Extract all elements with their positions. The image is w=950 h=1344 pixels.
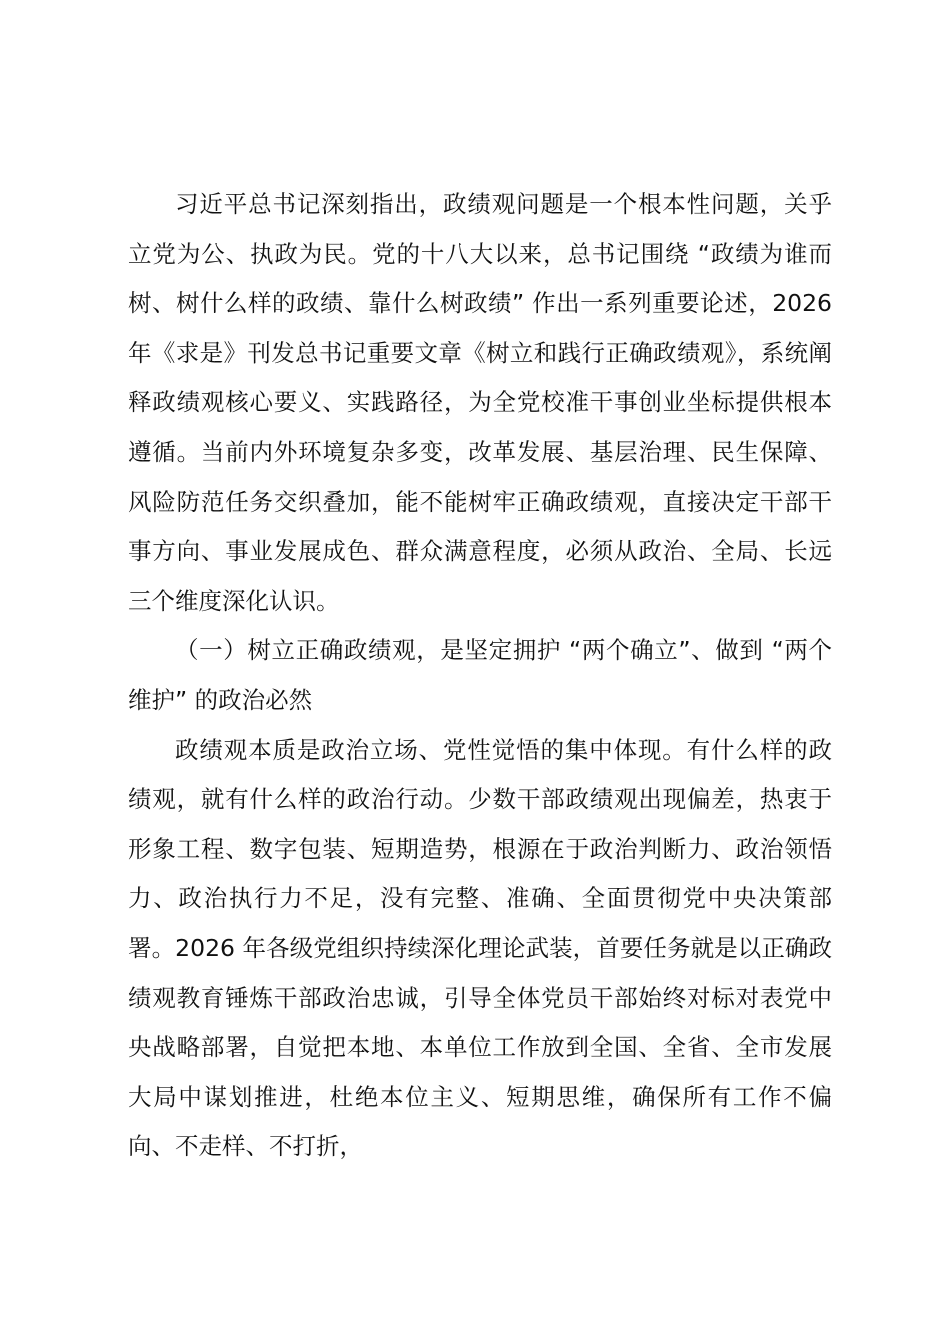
intro-paragraph: 习近平总书记深刻指出，政绩观问题是一个根本性问题，关乎立党为公、执政为民。党的十八大以来，总书记围绕 “政绩为谁而树、树什么样的政绩、靠什么树政绩” 作出一系列重要论述，2026 年《求是》刊发总书记重要文章《树立和践行正确政绩观》，系统阐释政绩观核心要义、实践路径，为全党校准干事创业坐标提供根本遵循。当前内外环境复杂多变，改革发展、基层治理、民生保障、风险防范任务交织叠加，能不能树牢正确政绩观，直接决定干部干事方向、事业发展成色、群众满意程度，必须从政治、全局、长远三个维度深化认识。 <box>128 190 832 615</box>
body-paragraph: 政绩观本质是政治立场、党性觉悟的集中体现。有什么样的政绩观，就有什么样的政治行动。少数干部政绩观出现偏差，热衷于形象工程、数字包装、短期造势，根源在于政治判断力、政治领悟力、政治执行力不足，没有完整、准确、全面贯彻党中央决策部署。2026 年各级党组织持续深化理论武装，首要任务就是以正确政绩观教育锤炼干部政治忠诚，引导全体党员干部始终对标对表党中央战略部署，自觉把本地、本单位工作放到全国、全省、全市发展大局中谋划推进，杜绝本位主义、短期思维，确保所有工作不偏向、不走样、不打折， <box>128 735 832 1161</box>
document-body <box>128 180 832 1172</box>
section-heading: （一）树立正确政绩观，是坚定拥护 “两个确立”、做到 “两个维护” 的政治必然 <box>128 636 832 714</box>
